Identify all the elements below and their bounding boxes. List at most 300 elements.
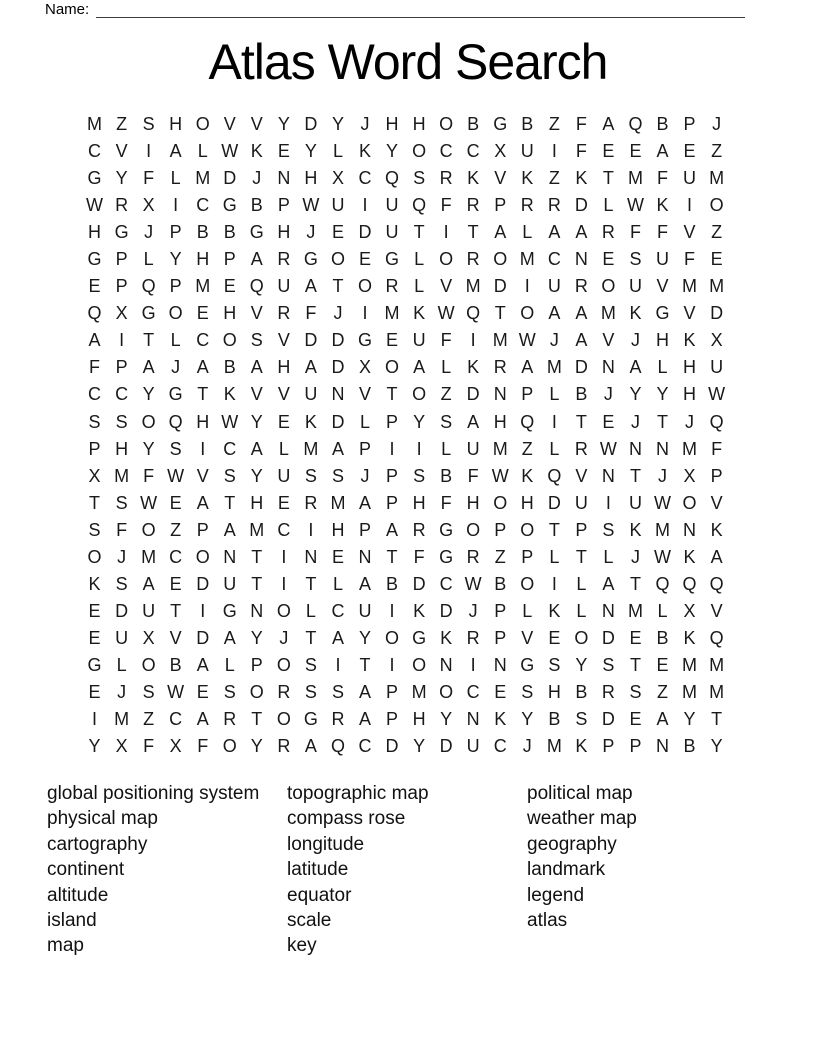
grid-letter: L <box>441 438 452 459</box>
grid-letter: J <box>468 600 478 621</box>
grid-letter: U <box>628 276 642 297</box>
grid-letter: E <box>331 222 344 243</box>
grid-letter: S <box>169 438 182 459</box>
grid-letter: R <box>601 682 615 702</box>
grid-letter: F <box>575 141 587 162</box>
grid-letter: V <box>683 222 696 243</box>
grid-letter: O <box>439 114 454 135</box>
grid-letter: W <box>302 195 320 216</box>
grid-letter: X <box>88 465 101 486</box>
grid-letter: T <box>251 546 263 567</box>
grid-letter: D <box>466 384 480 405</box>
grid-row <box>81 246 730 273</box>
grid-letter: O <box>330 249 345 270</box>
grid-letter: L <box>170 330 181 351</box>
grid-letter: C <box>466 141 480 162</box>
grid-letter: V <box>250 114 263 135</box>
grid-letter: E <box>548 627 561 648</box>
grid-letter: P <box>115 276 128 297</box>
grid-letter: H <box>277 222 291 243</box>
grid-letter: E <box>683 141 696 162</box>
grid-letter: K <box>521 168 534 189</box>
grid-letter: H <box>412 492 426 513</box>
grid-letter: G <box>385 249 400 270</box>
grid-letter: R <box>412 519 426 540</box>
grid-letter: A <box>521 357 534 378</box>
grid-letter: I <box>308 519 314 540</box>
grid-letter: A <box>331 438 344 459</box>
grid-letter: H <box>412 709 426 730</box>
grid-letter: V <box>169 627 182 648</box>
grid-letter: U <box>412 330 426 351</box>
grid-letter: M <box>655 519 670 540</box>
grid-letter: D <box>412 573 426 594</box>
grid-letter: O <box>276 600 291 621</box>
grid-letter: E <box>196 303 209 324</box>
grid-letter: D <box>574 195 588 216</box>
grid-letter: M <box>682 438 698 459</box>
grid-letter: M <box>87 114 103 135</box>
grid-letter: F <box>657 222 668 243</box>
grid-letter: D <box>196 573 210 594</box>
grid-letter: E <box>169 492 182 513</box>
grid-letter: B <box>548 709 561 730</box>
grid-letter: E <box>656 654 669 675</box>
grid-letter: T <box>467 222 479 243</box>
grid-letter: W <box>221 141 239 162</box>
grid-letter: P <box>169 222 182 243</box>
grid-letter: U <box>223 573 237 594</box>
grid-letter: L <box>170 168 181 189</box>
word-list-item: island <box>47 910 97 932</box>
grid-letter: J <box>685 411 695 432</box>
grid-letter: V <box>656 276 669 297</box>
grid-letter: R <box>277 249 291 270</box>
grid-letter: V <box>358 384 371 405</box>
grid-letter: T <box>575 411 587 432</box>
word-list-column <box>47 781 259 959</box>
grid-letter: J <box>630 546 640 567</box>
grid-letter: P <box>521 384 534 405</box>
grid-letter: G <box>87 249 102 270</box>
word-list <box>0 781 816 981</box>
grid-letter: L <box>576 600 587 621</box>
word-list-item: map <box>47 935 84 957</box>
grid-letter: X <box>683 600 696 621</box>
grid-letter: O <box>249 682 264 702</box>
grid-letter: O <box>222 736 237 757</box>
grid-letter: U <box>358 600 372 621</box>
grid-letter: M <box>141 546 157 567</box>
grid-letter: J <box>306 222 316 243</box>
grid-letter: H <box>683 357 697 378</box>
grid-letter: M <box>682 276 698 297</box>
grid-letter: T <box>386 384 398 405</box>
grid-letter: L <box>414 276 425 297</box>
grid-letter: X <box>710 330 723 351</box>
grid-letter: K <box>440 627 453 648</box>
grid-letter: T <box>386 546 398 567</box>
grid-letter: R <box>385 276 399 297</box>
grid-letter: Y <box>440 709 453 730</box>
grid-letter: O <box>385 357 400 378</box>
grid-letter: T <box>224 492 236 513</box>
grid-letter: M <box>709 276 725 297</box>
grid-letter: B <box>521 114 534 135</box>
grid-letter: E <box>169 573 182 594</box>
grid-letter: S <box>575 709 588 730</box>
grid-letter: T <box>629 654 641 675</box>
grid-letter: J <box>360 114 370 135</box>
grid-letter: H <box>223 303 237 324</box>
word-list-item: global positioning system <box>47 783 260 804</box>
grid-letter: V <box>575 465 588 486</box>
word-list-column <box>527 781 637 933</box>
grid-letter: Z <box>548 168 560 189</box>
grid-letter: Z <box>116 114 128 135</box>
grid-letter: J <box>279 627 289 648</box>
grid-letter: Q <box>709 573 724 594</box>
grid-letter: A <box>602 114 615 135</box>
grid-letter: N <box>493 384 507 405</box>
grid-letter: H <box>547 682 561 702</box>
grid-letter: S <box>88 519 101 540</box>
word-list-item: altitude <box>47 884 109 906</box>
grid-row <box>81 354 730 381</box>
grid-letter: B <box>169 654 182 675</box>
grid-letter: M <box>249 519 265 540</box>
grid-letter: L <box>359 411 370 432</box>
grid-letter: I <box>470 654 476 675</box>
grid-letter: S <box>331 465 344 486</box>
grid-letter: S <box>88 411 101 432</box>
grid-letter: X <box>169 736 182 757</box>
grid-letter: Y <box>304 141 317 162</box>
grid-row <box>81 219 730 246</box>
grid-letter: A <box>548 303 561 324</box>
grid-letter: M <box>600 303 616 324</box>
grid-letter: R <box>277 736 291 757</box>
grid-letter: O <box>385 627 400 648</box>
grid-letter: F <box>440 330 452 351</box>
grid-letter: X <box>331 168 344 189</box>
grid-letter: H <box>196 249 210 270</box>
word-list-item: longitude <box>287 833 365 855</box>
grid-letter: A <box>142 357 155 378</box>
grid-letter: A <box>196 654 209 675</box>
grid-letter: O <box>195 546 210 567</box>
grid-letter: Y <box>331 114 344 135</box>
grid-letter: A <box>358 492 371 513</box>
name-blank-line <box>96 2 745 18</box>
grid-letter: G <box>439 519 454 540</box>
grid-letter: S <box>223 465 236 486</box>
grid-letter: G <box>493 114 508 135</box>
grid-letter: T <box>629 465 641 486</box>
grid-letter: I <box>524 276 530 297</box>
grid-letter: U <box>466 736 480 757</box>
grid-letter: R <box>466 195 480 216</box>
word-list-item: physical map <box>47 808 158 830</box>
grid-letter: L <box>441 357 452 378</box>
grid-letter: O <box>682 492 697 513</box>
word-list-item: latitude <box>287 859 349 881</box>
grid-letter: E <box>358 249 371 270</box>
grid-letter: D <box>331 357 345 378</box>
grid-letter: O <box>87 546 102 567</box>
grid-letter: R <box>547 195 561 216</box>
grid-letter: A <box>250 438 263 459</box>
grid-letter: V <box>521 627 534 648</box>
grid-letter: W <box>654 492 671 513</box>
grid-letter: P <box>683 114 696 135</box>
grid-letter: A <box>142 573 155 594</box>
grid-letter: V <box>196 465 209 486</box>
grid-letter: A <box>602 573 615 594</box>
grid-letter: A <box>358 682 371 702</box>
grid-letter: W <box>86 195 104 216</box>
grid-letter: A <box>304 736 317 757</box>
grid-letter: E <box>602 249 615 270</box>
grid-letter: N <box>277 168 291 189</box>
grid-letter: J <box>144 222 154 243</box>
grid-letter: E <box>88 627 101 648</box>
grid-letter: E <box>629 709 642 730</box>
grid-letter: B <box>386 573 399 594</box>
grid-letter: G <box>222 195 237 216</box>
grid-letter: I <box>551 411 557 432</box>
grid-letter: M <box>492 330 508 351</box>
grid-letter: B <box>223 222 236 243</box>
grid-letter: H <box>385 114 399 135</box>
grid-letter: R <box>304 492 318 513</box>
grid-letter: L <box>332 141 343 162</box>
grid-letter: K <box>88 573 101 594</box>
grid-letter: E <box>277 492 290 513</box>
grid-letter: D <box>115 600 129 621</box>
grid-letter: I <box>443 222 449 243</box>
grid-letter: O <box>168 303 183 324</box>
grid-letter: C <box>493 736 507 757</box>
grid-letter: L <box>549 438 560 459</box>
grid-letter: S <box>223 682 236 702</box>
grid-letter: F <box>413 546 425 567</box>
grid-letter: U <box>331 195 345 216</box>
grid-letter: U <box>142 600 156 621</box>
grid-letter: I <box>687 195 693 216</box>
grid-letter: O <box>276 709 291 730</box>
grid-row <box>81 409 730 436</box>
grid-letter: H <box>656 330 669 351</box>
grid-letter: P <box>386 709 399 730</box>
grid-letter: N <box>331 384 345 405</box>
grid-letter: T <box>251 573 263 594</box>
grid-letter: H <box>196 411 210 432</box>
grid-letter: N <box>493 654 507 675</box>
grid-letter: R <box>331 709 345 730</box>
grid-letter: F <box>116 519 128 540</box>
grid-letter: P <box>494 519 507 540</box>
grid-letter: U <box>466 438 480 459</box>
grid-letter: P <box>386 411 399 432</box>
grid-letter: L <box>549 384 560 405</box>
grid-letter: C <box>439 141 453 162</box>
grid-letter: S <box>629 249 642 270</box>
grid-letter: W <box>167 682 185 702</box>
grid-letter: S <box>521 682 534 702</box>
grid-letter: M <box>330 492 346 513</box>
grid-letter: L <box>549 546 560 567</box>
word-list-item: cartography <box>47 833 148 855</box>
grid-letter: D <box>439 600 453 621</box>
grid-letter: G <box>249 222 264 243</box>
grid-letter: O <box>493 492 508 513</box>
grid-letter: W <box>518 330 536 351</box>
grid-letter: A <box>358 709 371 730</box>
grid-letter: J <box>117 546 127 567</box>
grid-letter: L <box>603 546 614 567</box>
grid-letter: T <box>359 654 371 675</box>
grid-letter: V <box>250 303 263 324</box>
grid-row <box>81 111 730 138</box>
grid-letter: F <box>305 303 317 324</box>
grid-letter: E <box>710 249 723 270</box>
grid-letter: B <box>683 736 696 757</box>
grid-letter: K <box>223 384 236 405</box>
grid-letter: R <box>466 249 480 270</box>
grid-letter: K <box>413 303 426 324</box>
grid-letter: I <box>281 573 287 594</box>
grid-letter: M <box>519 249 535 270</box>
grid-letter: Q <box>385 168 400 189</box>
grid-letter: Y <box>358 627 371 648</box>
grid-letter: R <box>493 357 507 378</box>
grid-letter: H <box>493 411 507 432</box>
grid-letter: Z <box>440 384 452 405</box>
grid-letter: B <box>575 384 588 405</box>
grid-letter: T <box>711 709 723 730</box>
grid-letter: Q <box>412 195 427 216</box>
grid-letter: A <box>88 330 101 351</box>
grid-letter: V <box>494 168 507 189</box>
grid-letter: V <box>683 303 696 324</box>
grid-letter: U <box>277 276 291 297</box>
grid-letter: D <box>304 330 318 351</box>
grid-letter: O <box>466 519 481 540</box>
grid-letter: C <box>169 709 183 730</box>
grid-letter: H <box>250 492 264 513</box>
grid-letter: G <box>303 709 318 730</box>
grid-letter: Q <box>168 411 183 432</box>
grid-letter: S <box>413 465 426 486</box>
grid-letter: K <box>629 303 642 324</box>
grid-letter: G <box>655 303 670 324</box>
grid-letter: C <box>547 249 561 270</box>
grid-letter: A <box>413 357 426 378</box>
grid-letter: O <box>601 276 616 297</box>
grid-letter: M <box>114 465 130 486</box>
word-list-item: scale <box>287 910 332 932</box>
grid-row <box>81 165 730 192</box>
grid-letter: U <box>385 195 399 216</box>
grid-letter: F <box>467 465 479 486</box>
grid-letter: U <box>277 465 291 486</box>
grid-letter: H <box>683 384 697 405</box>
grid-letter: P <box>223 249 236 270</box>
grid-letter: M <box>709 654 725 675</box>
grid-letter: L <box>657 357 668 378</box>
grid-letter: A <box>196 492 209 513</box>
grid-letter: T <box>413 222 425 243</box>
grid-letter: R <box>601 222 615 243</box>
grid-letter: F <box>143 465 155 486</box>
grid-letter: A <box>575 222 588 243</box>
grid-letter: V <box>710 600 723 621</box>
grid-letter: A <box>358 573 371 594</box>
grid-letter: P <box>88 438 101 459</box>
grid-letter: O <box>412 384 427 405</box>
grid-letter: P <box>169 276 182 297</box>
word-list-item: key <box>287 935 317 957</box>
grid-letter: H <box>466 492 480 513</box>
grid-letter: H <box>304 168 318 189</box>
grid-letter: F <box>143 736 155 757</box>
grid-letter: Y <box>250 411 263 432</box>
grid-letter: S <box>142 682 155 702</box>
grid-letter: M <box>546 736 562 757</box>
grid-letter: Y <box>277 114 290 135</box>
grid-row <box>81 138 730 165</box>
grid-letter: Y <box>115 168 128 189</box>
grid-letter: E <box>223 276 236 297</box>
grid-letter: M <box>627 600 643 621</box>
grid-letter: A <box>304 276 317 297</box>
grid-letter: E <box>331 546 344 567</box>
grid-letter: R <box>277 303 291 324</box>
grid-letter: I <box>92 709 98 730</box>
grid-letter: F <box>684 249 696 270</box>
grid-letter: F <box>440 195 452 216</box>
grid-letter: W <box>599 438 617 459</box>
grid-letter: R <box>439 168 453 189</box>
grid-letter: Y <box>413 411 426 432</box>
grid-letter: T <box>305 573 317 594</box>
grid-letter: F <box>143 168 155 189</box>
grid-letter: P <box>386 492 399 513</box>
grid-letter: N <box>656 736 669 757</box>
grid-letter: M <box>303 438 319 459</box>
grid-letter: A <box>548 222 561 243</box>
grid-row <box>81 327 730 354</box>
grid-letter: G <box>222 600 237 621</box>
grid-letter: J <box>171 357 181 378</box>
grid-letter: W <box>708 384 726 405</box>
grid-letter: Z <box>657 682 668 702</box>
grid-letter: K <box>710 519 723 540</box>
grid-letter: E <box>196 682 209 702</box>
grid-row <box>81 544 730 571</box>
grid-letter: T <box>305 627 317 648</box>
word-list-item: equator <box>287 884 352 906</box>
grid-letter: Y <box>250 465 263 486</box>
grid-letter: J <box>549 330 559 351</box>
word-list-item: compass rose <box>287 808 406 830</box>
grid-letter: X <box>142 627 155 648</box>
grid-letter: W <box>167 465 185 486</box>
grid-letter: H <box>331 519 345 540</box>
grid-letter: E <box>88 682 101 702</box>
grid-row <box>81 733 730 760</box>
